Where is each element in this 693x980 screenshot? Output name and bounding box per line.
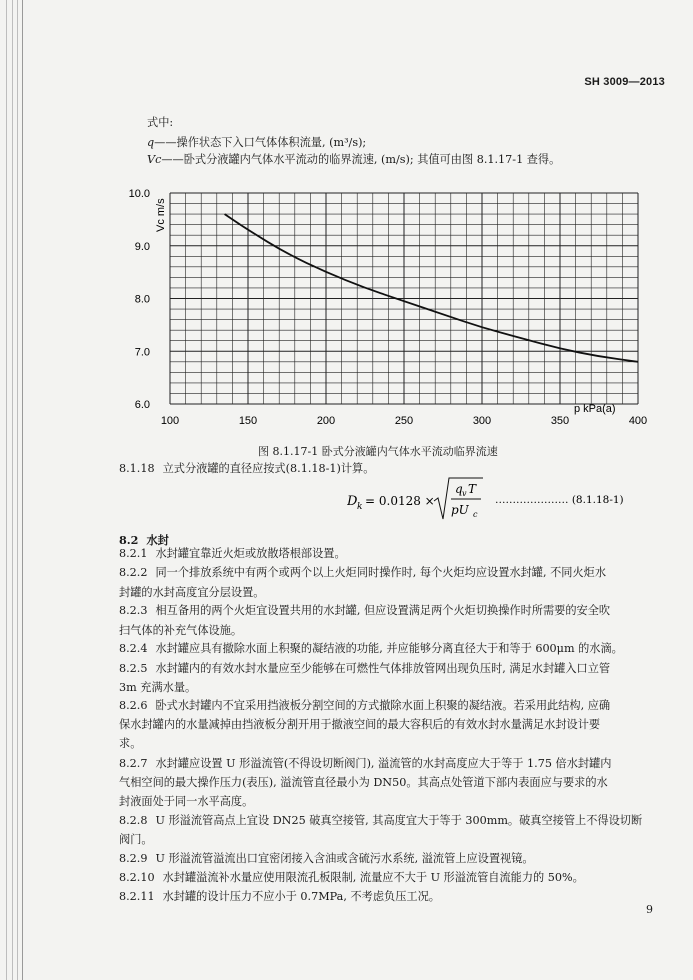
x-axis-label: p kPa(a) <box>574 403 616 415</box>
vc-definition <box>147 153 560 167</box>
clause-text: 求。 <box>119 737 142 750</box>
clause-text: 封罐的水封高度宜分层设置。 <box>119 586 265 599</box>
x-tick-label: 300 <box>472 415 492 427</box>
clause-line <box>119 757 611 771</box>
formula-coefficient: = 0.0128 × <box>365 494 435 508</box>
clause-line <box>119 662 610 676</box>
formula-reference: ………………… (8.1.18-1) <box>495 494 624 506</box>
clause-number: 8.2.3 <box>119 604 148 617</box>
x-tick-label: 150 <box>238 415 258 427</box>
section-title: 水封 <box>146 533 169 547</box>
clause-continuation <box>119 737 141 751</box>
clause-text: 水封罐宜靠近火炬或放散塔根部设置。 <box>155 547 346 560</box>
page-edge <box>22 0 23 980</box>
clause-text: 3m 充满水量。 <box>119 681 197 694</box>
clause-text: 水封罐的设计压力不应小于 0.7MPa, 不考虑负压工况。 <box>162 890 440 903</box>
critical-velocity-chart <box>118 176 658 436</box>
clause-text: U 形溢流管高点上宜设 DN25 破真空接管, 其高度宜大于等于 300mm。破真空接管上不得设切断 <box>155 814 643 827</box>
clause-continuation <box>119 586 264 600</box>
clause-continuation <box>119 833 153 847</box>
x-tick-label: 100 <box>160 415 180 427</box>
stacked-page-edge <box>17 0 18 980</box>
clause-text: 卧式水封罐内不宜采用挡液板分割空间的方式撤除水面上积聚的凝结液。若采用此结构, 应确 <box>155 699 611 712</box>
page-number: 9 <box>646 903 653 916</box>
clause-line <box>119 604 610 618</box>
clause-continuation <box>119 795 253 809</box>
clause-number: 8.2.9 <box>119 852 148 865</box>
clause-8-1-18 <box>119 462 374 476</box>
formula-where-label: 式中: <box>147 116 174 129</box>
y-tick-label: 8.0 <box>134 293 150 306</box>
vc-text: ——卧式分液罐内气体水平流动的临界流速, (m/s); 其值可由图 8.1.17-1 查得。 <box>161 153 561 166</box>
x-tick-label: 250 <box>394 415 414 427</box>
clause-line <box>119 642 623 656</box>
clause-line <box>119 871 584 885</box>
clause-text: U 形溢流管溢流出口宜密闭接入含油或含硫污水系统, 溢流管上应设置视镜。 <box>155 852 534 865</box>
clause-continuation <box>119 718 600 732</box>
clause-number: 8.2.6 <box>119 699 148 712</box>
formula-numerator-sub: v <box>462 489 467 498</box>
clause-number: 8.2.4 <box>119 642 148 655</box>
clause-number: 8.2.2 <box>119 566 148 579</box>
clause-text: 水封罐应具有撤除水面上积聚的凝结液的功能, 并应能够分离直径大于和等于 600μm 的水滴。 <box>155 642 623 655</box>
section-heading <box>119 533 169 547</box>
clause-number: 8.2.5 <box>119 662 148 675</box>
q-text: ——操作状态下入口气体体积流量, (m³/s); <box>154 136 367 149</box>
q-symbol: q <box>147 136 155 149</box>
clause-text: 立式分液罐的直径应按式(8.1.18-1)计算。 <box>162 462 375 475</box>
clause-text: 扫气体的补充气体设施。 <box>119 624 243 637</box>
clause-text: 封液面处于同一水平高度。 <box>119 795 254 808</box>
clause-line <box>119 852 534 866</box>
clause-text: 水封罐溢流补水量应使用限流孔板限制, 流量应不大于 U 形溢流管自流能力的 50%。 <box>162 871 584 884</box>
clause-number: 8.2.1 <box>119 547 148 560</box>
vc-symbol: Vc <box>147 153 162 166</box>
clause-number: 8.2.8 <box>119 814 148 827</box>
y-tick-label: 10.0 <box>128 188 150 200</box>
clause-text: 同一个排放系统中有两个或两个以上火炬同时操作时, 每个火炬均应设置水封罐, 不同火炬水 <box>155 566 607 579</box>
stacked-page-edge <box>6 0 7 980</box>
y-axis-label: Vc m/s <box>155 198 167 232</box>
clause-text: 保水封罐内的水量减掉由挡液板分割开用于撤液空间的最大容积后的有效水封水量满足水封设计要 <box>119 718 601 731</box>
clause-number: 8.2.7 <box>119 757 148 770</box>
formula-denominator-sub: c <box>473 510 478 519</box>
clause-line <box>119 699 610 713</box>
y-tick-label: 6.0 <box>134 399 150 411</box>
formula-denominator: pU <box>451 503 469 517</box>
figure-caption: 图 8.1.17-1 卧式分液罐内气体水平流动临界流速 <box>258 445 498 458</box>
diameter-formula <box>347 475 667 525</box>
stacked-page-edge <box>12 0 13 980</box>
formula-lhs-sub: k <box>357 502 363 512</box>
section-number: 8.2 <box>119 533 139 547</box>
x-tick-label: 200 <box>316 415 336 427</box>
clause-line <box>119 890 440 904</box>
clause-continuation <box>119 776 608 790</box>
x-tick-label: 350 <box>550 415 570 427</box>
clause-continuation <box>119 681 196 695</box>
clause-text: 气相空间的最大操作压力(表压), 溢流管直径最小为 DN50。其高点处管道下部内表面应与要求的水 <box>119 776 608 789</box>
clause-text: 水封罐应设置 U 形溢流管(不得设切断阀门), 溢流管的水封高度应大于等于 1.75 倍水封罐内 <box>155 757 612 770</box>
clause-text: 水封罐内的有效水封水量应至少能够在可燃性气体排放管网出现负压时, 满足水封罐入口立管 <box>155 662 611 675</box>
clause-number: 8.2.10 <box>119 871 155 884</box>
clause-line <box>119 814 642 828</box>
clause-text: 阀门。 <box>119 833 153 846</box>
y-tick-label: 9.0 <box>134 240 150 253</box>
clause-number: 8.1.18 <box>119 462 155 475</box>
y-tick-label: 7.0 <box>134 346 150 359</box>
clause-line <box>119 566 606 580</box>
chart-ticks <box>129 188 648 427</box>
clause-continuation <box>119 624 242 638</box>
x-tick-label: 400 <box>628 415 648 427</box>
formula-numerator: q <box>455 482 463 496</box>
standard-code: SH 3009—2013 <box>584 76 665 88</box>
formula-numerator-var: T <box>468 482 477 496</box>
formula-lhs: D <box>347 494 358 509</box>
q-definition <box>147 136 366 150</box>
clause-text: 相互备用的两个火炬宜设置共用的水封罐, 但应设置满足两个火炬切换操作时所需要的安全吹 <box>155 604 611 617</box>
clause-number: 8.2.11 <box>119 890 155 903</box>
clause-line <box>119 547 346 561</box>
